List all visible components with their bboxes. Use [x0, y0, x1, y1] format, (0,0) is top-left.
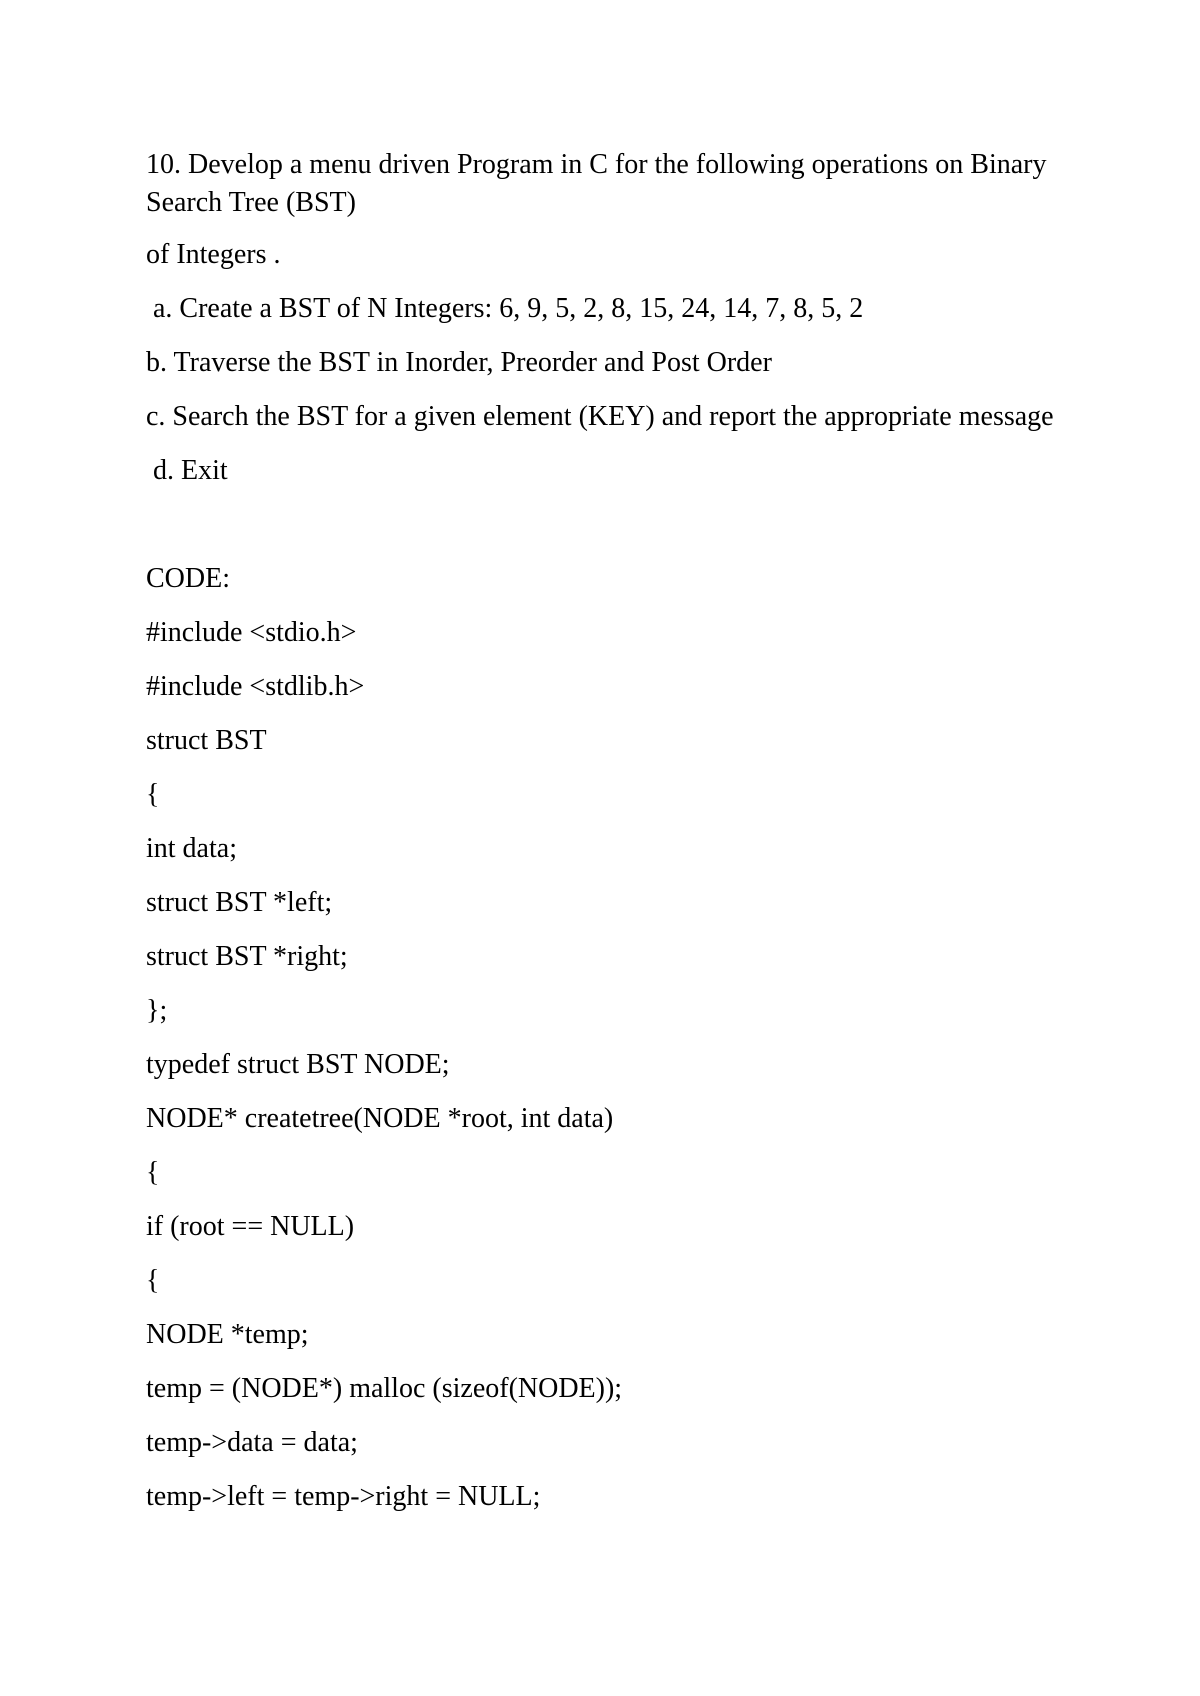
- code-heading: CODE:: [146, 563, 230, 594]
- code-line: temp = (NODE*) malloc (sizeof(NODE));: [146, 1373, 623, 1404]
- code-line: struct BST *right;: [146, 941, 348, 972]
- question-item-c: c. Search the BST for a given element (KEY) and report the appropriate message: [146, 401, 1054, 432]
- question-item-d: d. Exit: [146, 455, 228, 486]
- question-item-a: a. Create a BST of N Integers: 6, 9, 5, 2, 8, 15, 24, 14, 7, 8, 5, 2: [146, 293, 864, 324]
- code-line: {: [146, 779, 160, 810]
- code-line: typedef struct BST NODE;: [146, 1049, 450, 1080]
- section-spacer: [146, 506, 1066, 560]
- code-line: #include <stdio.h>: [146, 617, 357, 648]
- question-title: 10. Develop a menu driven Program in C for the following operations on Binary Search Tree (BST): [146, 149, 1054, 218]
- code-line: };: [146, 995, 168, 1026]
- code-line: NODE *temp;: [146, 1319, 309, 1350]
- code-line: struct BST: [146, 725, 267, 756]
- code-line: #include <stdlib.h>: [146, 671, 365, 702]
- question-item-b: b. Traverse the BST in Inorder, Preorder and Post Order: [146, 347, 772, 378]
- code-line: struct BST *left;: [146, 887, 333, 918]
- code-line: NODE* createtree(NODE *root, int data): [146, 1103, 614, 1134]
- code-line: temp->data = data;: [146, 1427, 358, 1458]
- code-line: {: [146, 1265, 160, 1296]
- code-line: temp->left = temp->right = NULL;: [146, 1481, 541, 1512]
- document-body: [146, 146, 1066, 1532]
- code-line: if (root == NULL): [146, 1211, 355, 1242]
- question-subtitle: of Integers .: [146, 239, 281, 270]
- code-line: {: [146, 1157, 160, 1188]
- code-line: int data;: [146, 833, 237, 864]
